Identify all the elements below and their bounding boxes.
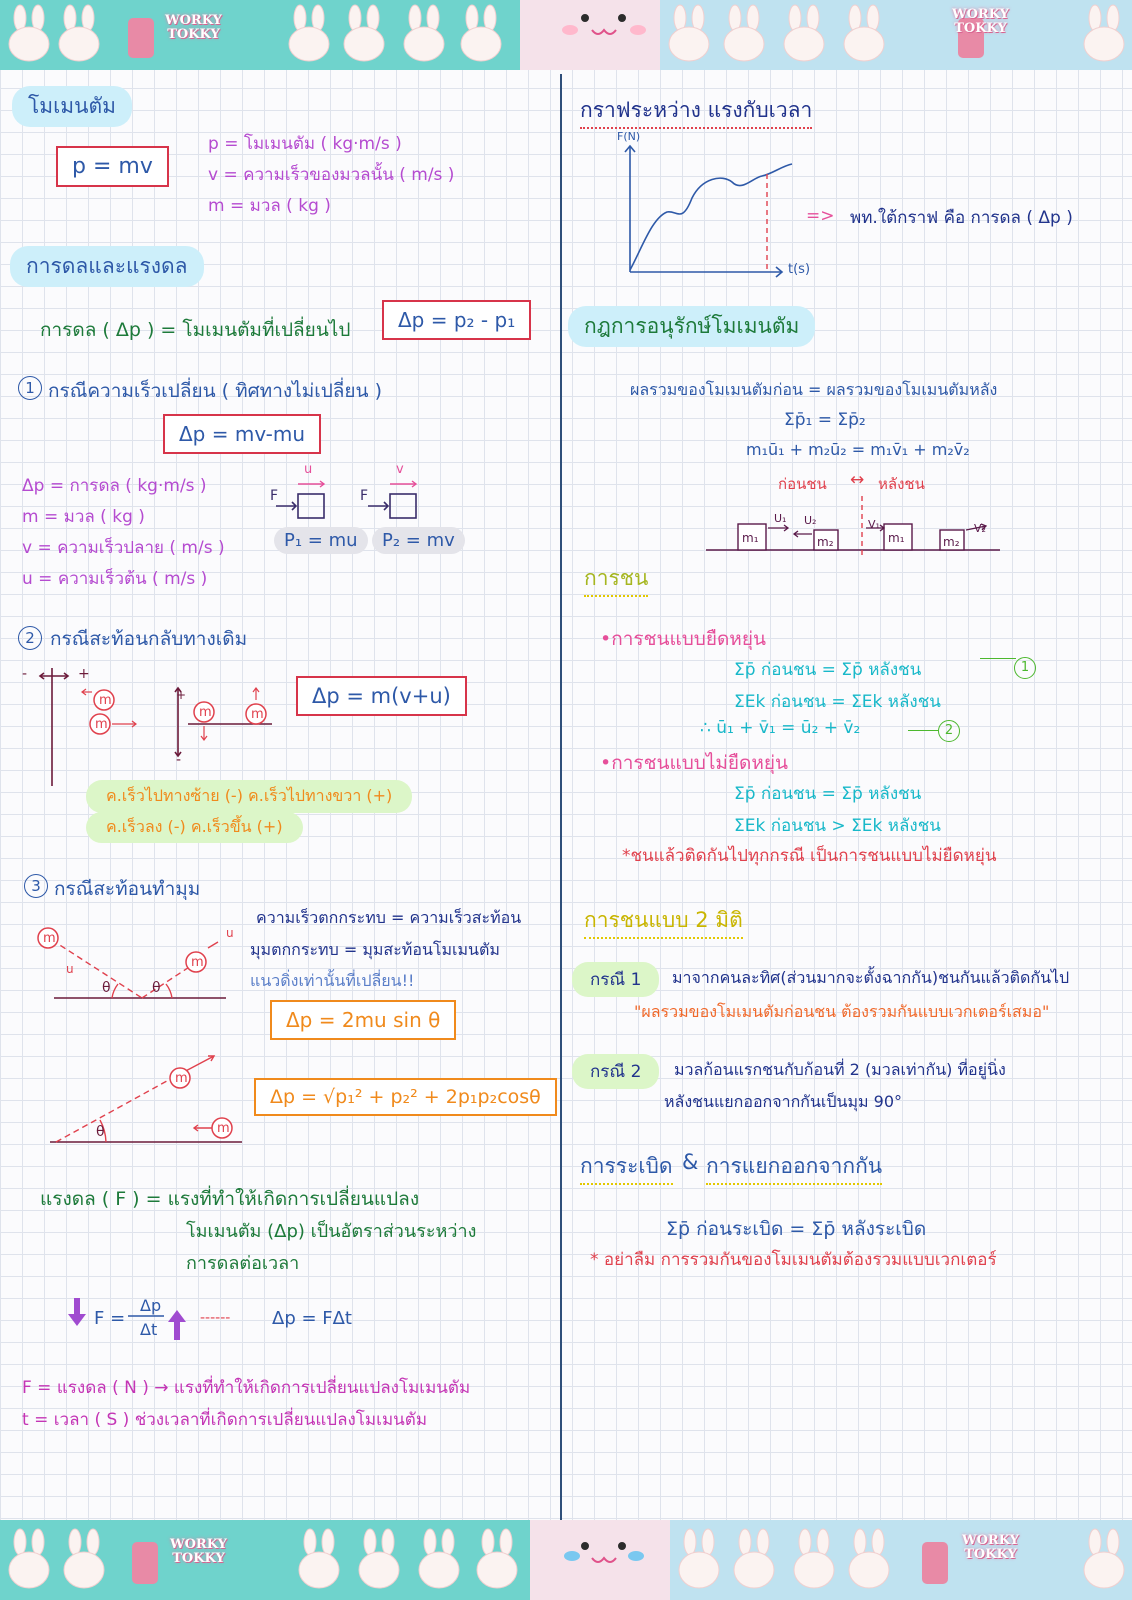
force-unit-def: F = แรงดล ( N ) → แรงที่ทำให้เกิดการเปลี่ยนแปลงโมเมนตัม	[22, 1378, 471, 1398]
force-time-graph	[612, 138, 802, 288]
bounce-diagram	[20, 668, 280, 788]
svg-text:m: m	[251, 707, 264, 722]
equation-tag: 1	[1014, 657, 1036, 679]
case1-heading: กรณีความเร็วเปลี่ยน ( ทิศทางไม่เปลี่ยน )	[48, 380, 382, 402]
v2-label: V₂	[974, 522, 986, 535]
time-unit-def: t = เวลา ( S ) ช่วงเวลาที่เกิดการเปลี่ยนแปลงโมเมนตัม	[22, 1410, 428, 1430]
brand-logo: WORKY TOKKY	[952, 7, 1009, 36]
elastic-momentum: Σp̄ ก่อนชน = Σp̄ หลังชน	[734, 660, 922, 680]
case1-number: 1	[18, 376, 42, 400]
graph-arrow: =>	[806, 206, 835, 226]
direction-note: ค.เร็วไปทางซ้าย (-) ค.เร็วไปทางขวา (+)	[86, 780, 412, 813]
sign-plus: +	[78, 666, 90, 682]
u1-label: U₁	[774, 512, 787, 525]
force-def: การดลต่อเวลา	[186, 1253, 300, 1274]
v1-label: V₁	[868, 518, 880, 531]
inelastic-energy: ΣEk ก่อนชน > ΣEk หลังชน	[734, 816, 941, 836]
2d-case2-text: หลังชนแยกออกจากกันเป็นมุม 90°	[664, 1092, 903, 1111]
impulse-formula: Δp = p₂ - p₁	[382, 300, 531, 340]
equation-tag: 2	[938, 720, 960, 742]
fraction-denominator: Δt	[140, 1320, 158, 1339]
v-label: v	[396, 462, 404, 477]
impulse-force-formula: Δp = FΔt	[272, 1308, 352, 1329]
explosion-title: การระเบิด	[580, 1150, 673, 1185]
conservation-statement: ผลรวมของโมเมนตัมก่อน = ผลรวมของโมเมนตัมหลัง	[630, 380, 998, 399]
2d-collision-title: การชนแบบ 2 มิติ	[584, 904, 743, 939]
angled-bounce-diagram	[30, 920, 240, 1010]
def-m: m = มวล ( kg )	[208, 196, 331, 216]
theta-label: θ	[96, 1124, 105, 1140]
svg-text:m: m	[99, 693, 112, 708]
impulse-title: การดลและแรงดล	[10, 246, 204, 287]
2d-case1-label: กรณี 1	[572, 962, 659, 997]
case3-text: แนวดิ่งเท่านั้นที่เปลี่ยน!!	[250, 971, 415, 990]
explosion-formula: Σp̄ ก่อนระเบิด = Σp̄ หลังระเบิด	[666, 1218, 927, 1240]
explosion-amp: &	[682, 1150, 699, 1174]
svg-text:m₁: m₁	[888, 531, 905, 545]
force-label: F	[360, 488, 369, 504]
2d-case1-note: "ผลรวมของโมเมนตัมก่อนชน ต้องรวมกันแบบเวกเตอร์เสมอ"	[634, 1002, 1050, 1021]
svg-text:m: m	[191, 955, 204, 970]
case1-def-v: v = ความเร็วปลาย ( m/s )	[22, 538, 225, 558]
collision-title: การชน	[584, 562, 648, 597]
def-v: v = ความเร็วของมวลนั้น ( m/s )	[208, 165, 455, 185]
tag-line	[908, 730, 938, 731]
case1-def-u: u = ความเร็วต้น ( m/s )	[22, 569, 208, 589]
graph-x-label: t(s)	[788, 262, 811, 277]
graph-note: พท.ใต้กราฟ คือ การดล ( Δp )	[850, 208, 1073, 228]
inelastic-title: •การชนแบบไม่ยืดหยุ่น	[600, 752, 789, 774]
elastic-energy: ΣEk ก่อนชน = ΣEk หลังชน	[734, 692, 941, 712]
separation-title: การแยกออกจากกัน	[706, 1150, 882, 1185]
graph-y-label: F(N)	[617, 130, 641, 143]
force-fraction-arrows	[66, 1292, 196, 1352]
case1-def-dp: Δp = การดล ( kg·m/s )	[22, 476, 207, 496]
sign-minus: -	[22, 666, 28, 682]
svg-text:m: m	[175, 1071, 188, 1086]
case2-number: 2	[18, 626, 42, 650]
force-def: โมเมนตัม (Δp) เป็นอัตราส่วนระหว่าง	[186, 1221, 477, 1242]
case2-formula: Δp = m(v+u)	[296, 676, 467, 716]
force-label: F	[270, 488, 279, 504]
u2-label: U₂	[804, 514, 817, 527]
svg-text:m: m	[43, 931, 56, 946]
brand-logo: WORKY TOKKY	[962, 1533, 1019, 1562]
graph-title: กราฟระหว่าง แรงกับเวลา	[580, 94, 812, 129]
vector-diagram	[46, 1046, 246, 1136]
brand-logo: WORKY TOKKY	[170, 1537, 227, 1566]
case3-formula1: Δp = 2mu sin θ	[270, 1000, 456, 1040]
top-banner	[0, 0, 1132, 70]
dash-separator: ------	[200, 1310, 231, 1326]
impulse-definition: การดล ( Δp ) = โมเมนตัมที่เปลี่ยนไป	[40, 319, 351, 341]
case1-formula: Δp = mv-mu	[163, 414, 321, 454]
theta-label: θ	[102, 980, 111, 996]
2d-case1-text: มาจากคนละทิศ(ส่วนมากจะตั้งฉากกัน)ชนกันแล้วติดกันไป	[672, 968, 1070, 987]
fraction-lhs: F =	[94, 1308, 126, 1329]
svg-text:m: m	[95, 717, 108, 732]
case2-heading: กรณีสะท้อนกลับทางเดิม	[50, 628, 248, 650]
inelastic-momentum: Σp̄ ก่อนชน = Σp̄ หลังชน	[734, 784, 922, 804]
column-divider	[560, 74, 562, 1520]
force-def: แรงดล ( F ) = แรงที่ทำให้เกิดการเปลี่ยนแปลง	[40, 1188, 420, 1210]
explosion-note: * อย่าลืม การรวมกันของโมเมนตัมต้องรวมแบบเวกเตอร์	[590, 1250, 997, 1270]
momentum-title: โมเมนตัม	[12, 86, 132, 127]
sign-minus: -	[176, 752, 182, 768]
case1-def-m: m = มวล ( kg )	[22, 507, 145, 527]
conservation-equation: m₁ū₁ + m₂ū₂ = m₁v̄₁ + m₂v̄₂	[746, 440, 970, 459]
p1-label: P₁ = mu	[274, 527, 368, 554]
u-label: u	[66, 962, 74, 976]
fraction-numerator: Δp	[140, 1296, 162, 1315]
case3-formula2: Δp = √p₁² + p₂² + 2p₁p₂cosθ	[254, 1078, 557, 1116]
inelastic-note: *ชนแล้วติดกันไปทุกกรณี เป็นการชนแบบไม่ยืดหยุ่น	[622, 846, 997, 866]
elastic-velocity: ∴ ū₁ + v̄₁ = ū₂ + v̄₂	[700, 718, 861, 738]
case3-text: มุมตกกระทบ = มุมสะท้อนโมเมนตัม	[250, 940, 500, 959]
before-after-arrow: ↔	[850, 470, 865, 490]
case3-number: 3	[24, 874, 48, 898]
elastic-title: •การชนแบบยืดหยุ่น	[600, 628, 766, 650]
case3-text: ความเร็วตกกระทบ = ความเร็วสะท้อน	[256, 908, 522, 927]
brand-logo: WORKY TOKKY	[165, 13, 222, 42]
direction-note: ค.เร็วลง (-) ค.เร็วขึ้น (+)	[86, 812, 303, 843]
before-label: ก่อนชน	[778, 475, 827, 493]
momentum-formula: p = mv	[56, 146, 169, 187]
p2-label: P₂ = mv	[372, 527, 465, 554]
tag-line	[980, 658, 1016, 659]
def-p: p = โมเมนตัม ( kg·m/s )	[208, 134, 402, 154]
2d-case2-label: กรณี 2	[572, 1054, 659, 1089]
svg-text:m₁: m₁	[742, 531, 759, 545]
force-box-diagram	[268, 464, 428, 524]
svg-text:m: m	[217, 1121, 230, 1136]
svg-text:m₂: m₂	[817, 535, 834, 549]
bottom-banner	[0, 1520, 1132, 1600]
theta-label: θ	[152, 980, 161, 996]
collision-diagram	[704, 496, 1004, 556]
conservation-title: กฎการอนุรักษ์โมเมนตัม	[568, 306, 815, 347]
u-label: u	[304, 462, 313, 477]
svg-text:m: m	[199, 705, 212, 720]
case3-heading: กรณีสะท้อนทำมุม	[54, 878, 201, 900]
sign-plus: +	[176, 688, 187, 702]
2d-case2-text: มวลก้อนแรกชนกับก้อนที่ 2 (มวลเท่ากัน) ที่อยู่นิ่ง	[674, 1060, 1006, 1079]
u-label: u	[226, 926, 234, 940]
conservation-sum: Σp̄₁ = Σp̄₂	[784, 410, 866, 430]
after-label: หลังชน	[878, 475, 925, 493]
svg-text:m₂: m₂	[943, 535, 960, 549]
